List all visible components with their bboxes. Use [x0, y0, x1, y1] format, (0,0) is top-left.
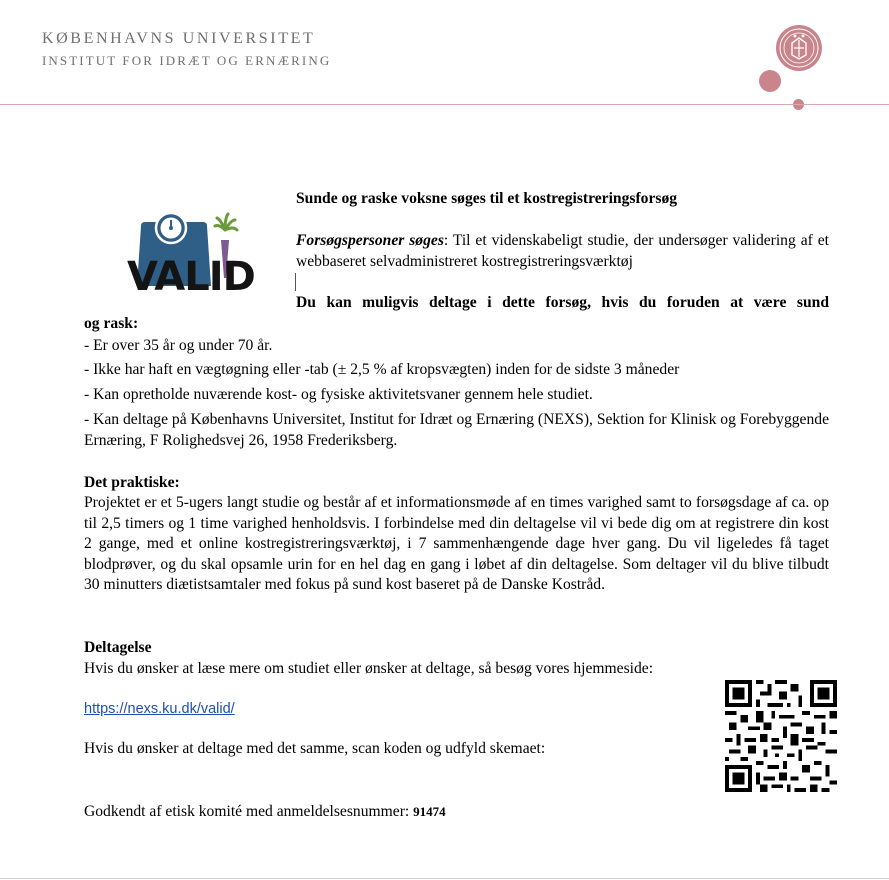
practical-heading: Det praktiske:	[84, 474, 180, 491]
university-name: KØBENHAVNS UNIVERSITET	[42, 30, 316, 47]
university-seal-icon	[775, 24, 823, 72]
eligibility-heading-line2: og rask:	[84, 315, 139, 332]
text-cursor	[295, 273, 296, 291]
website-link[interactable]: https://nexs.ku.dk/valid/	[84, 701, 235, 717]
header-divider	[0, 104, 889, 105]
institute-name: INSTITUT FOR IDRÆT OG ERNÆRING	[42, 53, 332, 68]
valid-logo	[125, 208, 265, 298]
practical-paragraph: Projektet er et 5-ugers langt studie og består af et informationsmøde af en times varighed samt to forsøgsdage af ca. op til 2,5 timers og 1 time varighed henholdsvis. I forbindelse med din deltagelse vil vi bede dig om at registrere din kost 2 gange, med et online kostregistreringsværktøj, i 7 sammenhængende dage hver gang. Du vil ligeledes få taget blodprøver, og du skal opsamle urin for en hel dag en gang i løbet af din deltagelse. Som deltager vil du blive tilbudt 30 minutters diætistsamtaler med fokus på sund kost baseret på de Danske Kostråd.	[84, 494, 829, 593]
footer-divider	[0, 878, 889, 879]
intro-text: : Til et videnskabeligt studie, der undersøger validering af et webbaseret selvadministreret kostregistreringsværktøj	[296, 232, 829, 270]
eligibility-item: - Er over 35 år og under 70 år.	[84, 337, 273, 354]
valid-logo-text: VALID	[127, 254, 255, 298]
intro-lead: Forsøgspersoner søges	[296, 232, 444, 249]
eligibility-item: - Ikke har haft en vægtøgning eller -tab (± 2,5 % af kropsvægten) inden for de sidste 3 måneder	[84, 361, 680, 378]
eligibility-item: - Kan deltage på Københavns Universitet, Institut for Idræt og Ernæring (NEXS), Sektion for Klinisk og Forebyggende Ernæring, F Rolighedsvej 26, 1958 Frederiksberg.	[84, 411, 829, 449]
ethics-approval-text: Godkendt af etisk komité med anmeldelsesnummer:	[84, 803, 410, 820]
participation-paragraph: Hvis du ønsker at læse mere om studiet eller ønsker at deltage, så besøg vores hjemmeside:	[84, 660, 654, 677]
ethics-approval-number: 91474	[413, 804, 446, 819]
decorative-dot-large	[759, 70, 781, 92]
qr-code[interactable]	[724, 680, 838, 792]
eligibility-item: - Kan opretholde nuværende kost- og fysiske aktivitetsvaner gennem hele studiet.	[84, 386, 593, 403]
scan-instruction: Hvis du ønsker at deltage med det samme, scan koden og udfyld skemaet:	[84, 740, 546, 757]
eligibility-heading-line1: Du kan muligvis deltage i dette forsøg, hvis du foruden at være sund	[296, 294, 829, 311]
intro-paragraph	[296, 231, 829, 272]
document-title: Sunde og raske voksne søges til et kostregistreringsforsøg	[296, 190, 678, 207]
ethics-approval	[84, 802, 446, 823]
participation-heading: Deltagelse	[84, 639, 152, 656]
